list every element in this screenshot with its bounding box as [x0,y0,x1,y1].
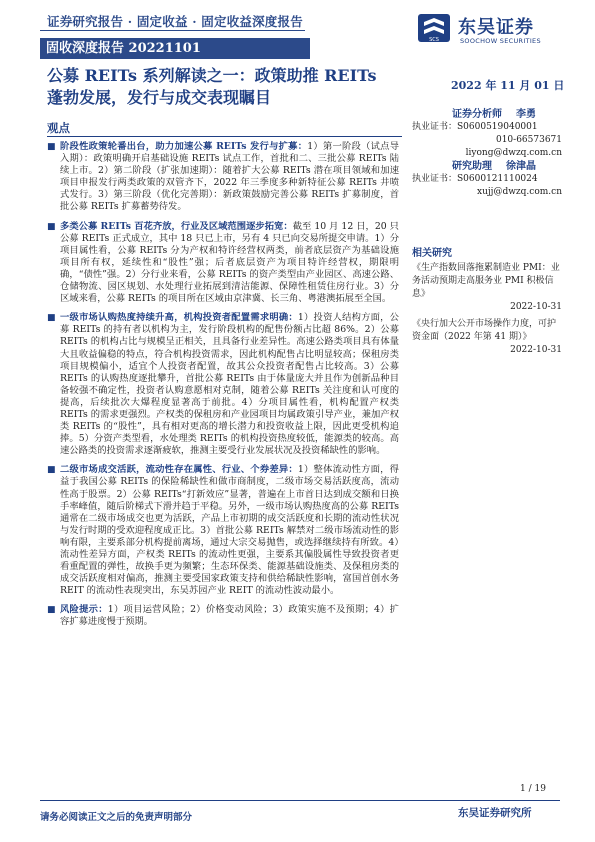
report-date: 2022 年 11 月 01 日 [451,79,565,92]
assistant-name: 徐津晶 [506,161,536,172]
paragraph-body: 截至 10 月 12 日，20 只公募 REITs 正式成立，其中 18 只已上市，另有 4 只已向交易所提交申请。1）分项目属性看，公募 REITs 分为产权和特许经营权两类，前者底层资产为基础设施项目所有权，延续性和“股性”强；后者底层资产为项目特许经营权，期限明确，“债性”强。2）分行业来看，公募 REITs 的资产类型由产业园区、高速公路、仓储物流、园区规划、水处理行业拓展到清洁能源、保障性租赁住房行业。3）分区域来看，公募 REITs 的项目所在区域由京津冀、长三角、粤港澳拓展至全国。 [60,220,399,305]
paragraph-lead: 阶段性政策轮番出台，助力加速公募 REITs 发行与扩募： [60,141,308,152]
report-title: 公募 REITs 系列解读之一：政策助推 REITs 蓬勃发展，发行与成交表现瞩目 [47,66,377,107]
footer-rule [40,800,560,801]
square-bullet-icon: ■ [47,465,56,476]
paragraph-lead: 二级市场成交活跃，流动性存在属性、行业、个券差异： [60,464,298,476]
page-number: 1 / 19 [520,784,546,794]
paragraph-body: 1）第一阶段（试点导入期）：政策明确开启基础设施 REITs 试点工作，首批和二、三批公募 REITs 陆续上市。2）第二阶段（扩张加速期）：随着扩大公募 REITs 潜在项目领域和加速项目申报发行两类政策的双管齐下，2022 年三季度多种新特征公募 REITs 井喷式发行。3）第三阶段（优化完善期）：新政策鼓励完善公募 REITs 扩募制度，首批公募 REITs 扩募蓄势待发。 [60,141,400,213]
svg-text:SCS: SCS [429,37,439,43]
square-bullet-icon: ■ [47,221,56,232]
paragraph-body: 1）项目运营风险；2）价格变动风险；3）政策实施不及预期；4）扩容扩募进度慢于预期。 [60,604,399,628]
related-report-link[interactable]: 《生产指数回落拖累制造业 PMI：业务活动预期走高服务业 PMI 积极信息》 [412,263,560,299]
assistant-email[interactable]: xujj@dwzq.com.cn [477,187,562,197]
institute-name: 东吴证券研究所 [458,807,532,819]
sidebar [412,108,562,361]
summary-paragraph [47,312,399,457]
report-category: 证券研究报告 · 固定收益 · 固定收益深度报告 [47,14,303,29]
assistant-cert: 执业证书：S0600121110024 [412,174,538,184]
square-bullet-icon: ■ [47,313,56,324]
summary-paragraph [47,221,399,306]
analyst-name: 李勇 [516,109,536,120]
section-rule [47,136,402,137]
analyst-role: 证券分析师 [452,109,502,120]
related-research-title: 相关研究 [412,248,452,259]
analyst-cert: 执业证书：S0600519040001 [412,122,538,132]
disclaimer-note: 请务必阅读正文之后的免责声明部分 [40,812,193,823]
paragraph-lead: 多类公募 REITs 百花齐放，行业及区域范围逐步拓宽： [60,220,293,232]
analyst-phone: 010-66573671 [495,135,562,145]
logo-english: SOOCHOW SECURITIES [460,37,541,45]
square-bullet-icon: ■ [47,605,56,616]
paragraph-body: 1）投资人结构方面，公募 REITs 的持有者以机构为主，发行阶段机构的配售份额占比超 86%。2）公募 REITs 的机构占比与规模呈正相关，且具备行业差异性。高速公路类项目具有体量大且收益偏稳的特点，符合机构投资需求，因此机构配售占比明显较高；保租房类项目规模偏小，适宜个人投资者配置，故其公众投资者配售占比较高。3）公募 REITs 的认购热度逐批攀升，首批公募 REITs 由于体量庞大并且作为创新品种目备较强不确定性，投资者认购意愿相对克制，随着公募 REITs 关注度和认可度的提高，后续批次大爆程度显著高于前批。4）分项目属性看，机构配置产权类 REITs 的需求更强烈。产权类的保租房和产业园项目均属政策引导产业，兼加产权类 REITs 的“股性”，具有相对更高的增长潜力和投资收益上限，因此更受机构追捧。5）分资产类型看，水处理类 REITs 的机构投资热度较低，能源类的较高。高速公路类的投资需求逐渐疲软，推测主要受行业发展状况及投资稀缺性的影响。 [60,312,399,457]
summary-paragraph [47,464,399,597]
report-type-band: 固收深度报告 20221101 [40,38,310,59]
assistant-role: 研究助理 [452,161,492,172]
summary-paragraph [47,141,399,214]
logo-text: 东吴证券 [458,17,534,38]
analyst-email[interactable]: liyong@dwzq.com.cn [465,148,562,158]
paragraph-lead: 一级市场认购热度持续升高，机构投资者配置需求明确： [60,312,298,324]
related-report-date: 2022-10-31 [510,302,562,312]
summary-paragraph [47,604,399,628]
section-label: 观点 [47,121,70,135]
header-rule [40,30,305,31]
paragraph-lead: 风险提示： [60,604,108,616]
paragraph-body: 1）整体流动性方面，得益于我国公募 REITs 的保险稀缺性和做市商制度，二级市场交易活跃度高，流动性高于股票。2）公募 REITs“打新效应”显著，普遍在上市首日达到成交额和日换手率峰值，随后阶梯式下滑并趋于平稳。另外，一级市场认购热度高的公募 REITs 通常在二级市场成交也更为活跃，产品上市初期的成交活跃度和长期的流动性状况与发行时期的受欢迎程度成正比。3）首批公募 REITs 解禁对二级市场流动性的影响有限，主要系部分机构提前离场，通过大宗交易抛售，或选择继续持有所致。4）流动性差异方面，产权类 REITs 的流动性更强，主要系其偏股属性导致投资者更看重配置的弹性，故换手更为频繁；生态环保类、能源基础设施类、及保租房类的成交活跃度相对偏高，推测主要受国家政策支持和供给稀缺性影响，富国首创水务 REIT 的流动性表现突出，东吴苏园产业 REIT 的流动性波动最小。 [60,464,399,597]
assistant-heading [412,160,562,173]
summary-body [47,141,399,636]
related-report-date: 2022-10-31 [510,345,562,355]
square-bullet-icon: ■ [47,142,56,152]
related-report-link[interactable]: 《央行加大公开市场操作力度，可护资金面（2022 年第 41 期）》 [412,319,557,342]
analyst-heading [412,108,562,121]
